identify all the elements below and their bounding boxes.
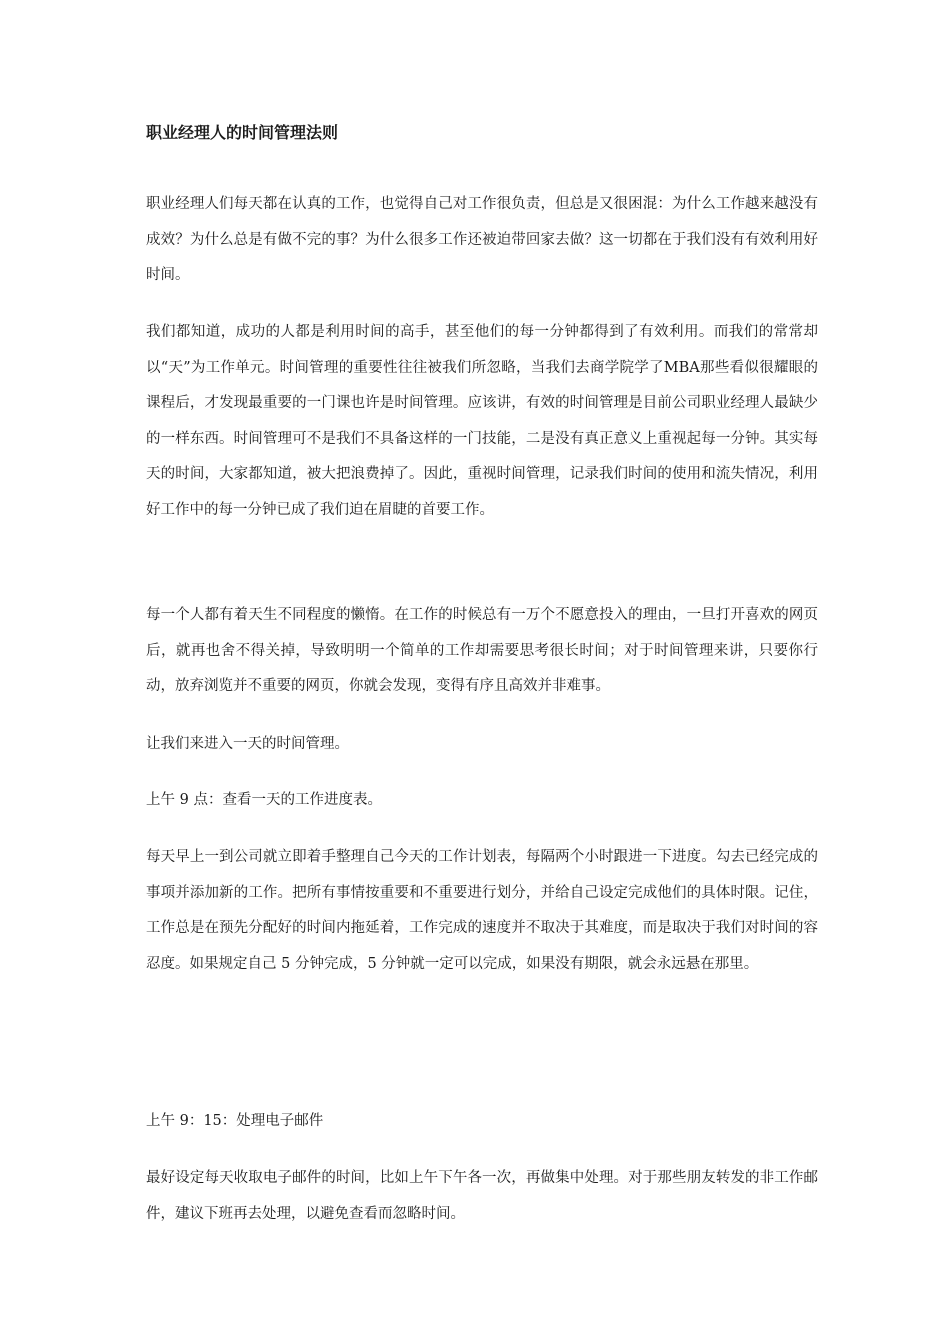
paragraph-importance: 我们都知道，成功的人都是利用时间的高手，甚至他们的每一分钟都得到了有效利用。而我们的常常却以“天”为工作单元。时间管理的重要性往往被我们所忽略，当我们去商学院学了MBA那些看似很耀眼的课程后，才发现最重要的一门课也许是时间管理。应该讲，有效的时间管理是目前公司职业经理人最缺少的一样东西。时间管理可不是我们不具备这样的一门技能，二是没有真正意义上重视起每一分钟。其实每天的时间，大家都知道，被大把浪费掉了。因此，重视时间管理，记录我们时间的使用和流失情况，利用好工作中的每一分钟已成了我们迫在眉睫的首要工作。 [146, 324, 818, 518]
paragraph-intro: 职业经理人们每天都在认真的工作，也觉得自己对工作很负责，但总是又很困混：为什么工作越来越没有成效？为什么总是有做不完的事？为什么很多工作还被迫带回家去做？这一切都在于我们没有有效利用好时间。 [146, 196, 818, 283]
paragraph-day-intro: 让我们来进入一天的时间管理。 [146, 736, 349, 752]
paragraph-email: 最好设定每天收取电子邮件的时间，比如上午下午各一次，再做集中处理。对于那些朋友转发的非工作邮件，建议下班再去处理，以避免查看而忽略时间。 [146, 1170, 818, 1222]
section-heading-915am: 上午 9：15：处理电子邮件 [146, 1113, 324, 1129]
paragraph-schedule: 每天早上一到公司就立即着手整理自己今天的工作计划表，每隔两个小时跟进一下进度。勾去已经完成的事项并添加新的工作。把所有事情按重要和不重要进行划分，并给自己设定完成他们的具体时限。记住，工作总是在预先分配好的时间内拖延着，工作完成的速度并不取决于其难度，而是取决于我们对时间的容忍度。如果规定自己 5 分钟完成，5 分钟就一定可以完成，如果没有期限，就会永远悬在那里。 [146, 849, 818, 972]
section-heading-9am: 上午 9 点：查看一天的工作进度表。 [146, 792, 382, 808]
document-title: 职业经理人的时间管理法则 [146, 123, 339, 142]
paragraph-laziness: 每一个人都有着天生不同程度的懒惰。在工作的时候总有一万个不愿意投入的理由，一旦打开喜欢的网页后，就再也舍不得关掉，导致明明一个简单的工作却需要思考很长时间；对于时间管理来讲，只要你行动，放弃浏览并不重要的网页，你就会发现，变得有序且高效并非难事。 [146, 607, 818, 694]
